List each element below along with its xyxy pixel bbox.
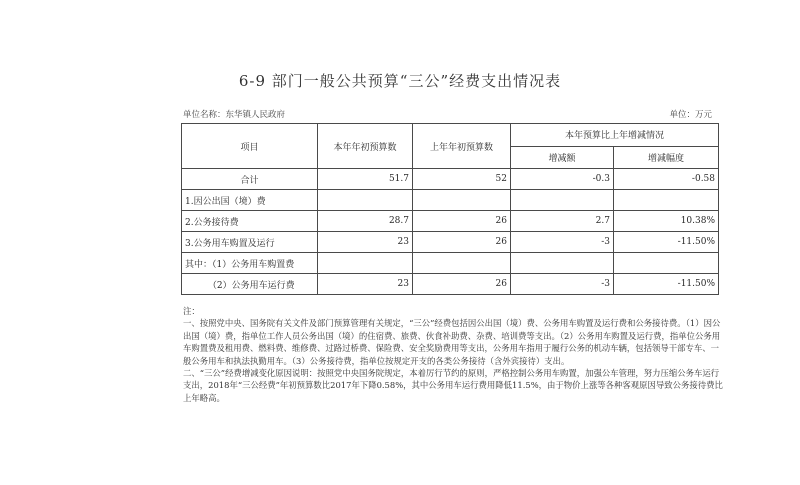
- notes-section: [183, 305, 723, 430]
- row-current: 23: [318, 274, 413, 295]
- notes-paragraph-1: 一、按照党中央、国务院有关文件及部门预算管理有关规定，“三公”经费包括因公出国（境）费、公务用车购置及运行费和公务接待费。（1）因公出国（境）费，指单位工作人员公务出国（境）的住宿费、旅费、伙食补助费、杂费、培训费等支出。（2）公务用车购置及运行费，指单位公务用车购置费及租用费、燃料费、维修费、过路过桥费、保险费、安全奖励费用等支出，公务用车指用于履行公务的机动车辆，包括领导干部专车、一般公务用车和执法执勤用车。（3）公务接待费，指单位按规定开支的各类公务接待（含外宾接待）支出。: [183, 318, 721, 366]
- row-prev: 52: [413, 169, 511, 190]
- notes-label: 注：: [183, 306, 200, 316]
- table-row: [182, 211, 719, 232]
- header-change-rate: 增减幅度: [614, 146, 719, 169]
- row-change: [511, 190, 614, 211]
- budget-table: [181, 123, 719, 295]
- row-item: 2.公务接待费: [182, 211, 318, 232]
- row-prev: [413, 190, 511, 211]
- row-change: -3: [511, 274, 614, 295]
- row-prev: 26: [413, 211, 511, 232]
- row-change: [511, 253, 614, 274]
- row-item: 1.因公出国（境）费: [182, 190, 318, 211]
- row-item: 其中：（1）公务用车购置费: [182, 253, 318, 274]
- row-item: 3.公务用车购置及运行: [182, 232, 318, 253]
- row-current: 28.7: [318, 211, 413, 232]
- row-prev: [413, 253, 511, 274]
- row-rate: -11.50%: [614, 274, 719, 295]
- row-change: -3: [511, 232, 614, 253]
- row-change: -0.3: [511, 169, 614, 190]
- row-current: 23: [318, 232, 413, 253]
- currency-unit-label: 单位：万元: [669, 110, 712, 120]
- row-item: 合计: [182, 169, 318, 190]
- row-rate: [614, 190, 719, 211]
- row-item: （2）公务用车运行费: [182, 274, 318, 295]
- notes-paragraph-2: 二、“三公”经费增减变化原因说明：按照党中央国务院规定，本着厉行节约的原则，严格控制公务用车购置，加强公车管理，努力压缩公务车运行支出，2018年“三公经费”年初预算数比2017年下降0.58%，其中公务用车运行费用降低11.5%，由于物价上涨等各种客观原因导致公务接待费比上年略高。: [183, 368, 723, 403]
- header-prev-budget: 上年年初预算数: [413, 124, 511, 169]
- row-current: [318, 190, 413, 211]
- page-title: 6-9 部门一般公共预算“三公”经费支出情况表: [238, 72, 562, 90]
- row-change: 2.7: [511, 211, 614, 232]
- row-rate: [614, 253, 719, 274]
- header-item: 项目: [182, 124, 318, 169]
- row-rate: -11.50%: [614, 232, 719, 253]
- row-rate: -0.58: [614, 169, 719, 190]
- row-rate: 10.38%: [614, 211, 719, 232]
- row-prev: 26: [413, 274, 511, 295]
- unit-name-label: 单位名称：东华镇人民政府: [183, 110, 286, 120]
- table-row: [182, 190, 719, 211]
- row-current: 51.7: [318, 169, 413, 190]
- table-row: [182, 274, 719, 295]
- table-row: [182, 169, 719, 190]
- row-prev: 26: [413, 232, 511, 253]
- header-current-budget: 本年年初预算数: [318, 124, 413, 169]
- header-change-amount: 增减额: [511, 146, 614, 169]
- header-compare-group: 本年预算比上年增减情况: [511, 124, 719, 147]
- table-row: [182, 232, 719, 253]
- table-row: [182, 253, 719, 274]
- row-current: [318, 253, 413, 274]
